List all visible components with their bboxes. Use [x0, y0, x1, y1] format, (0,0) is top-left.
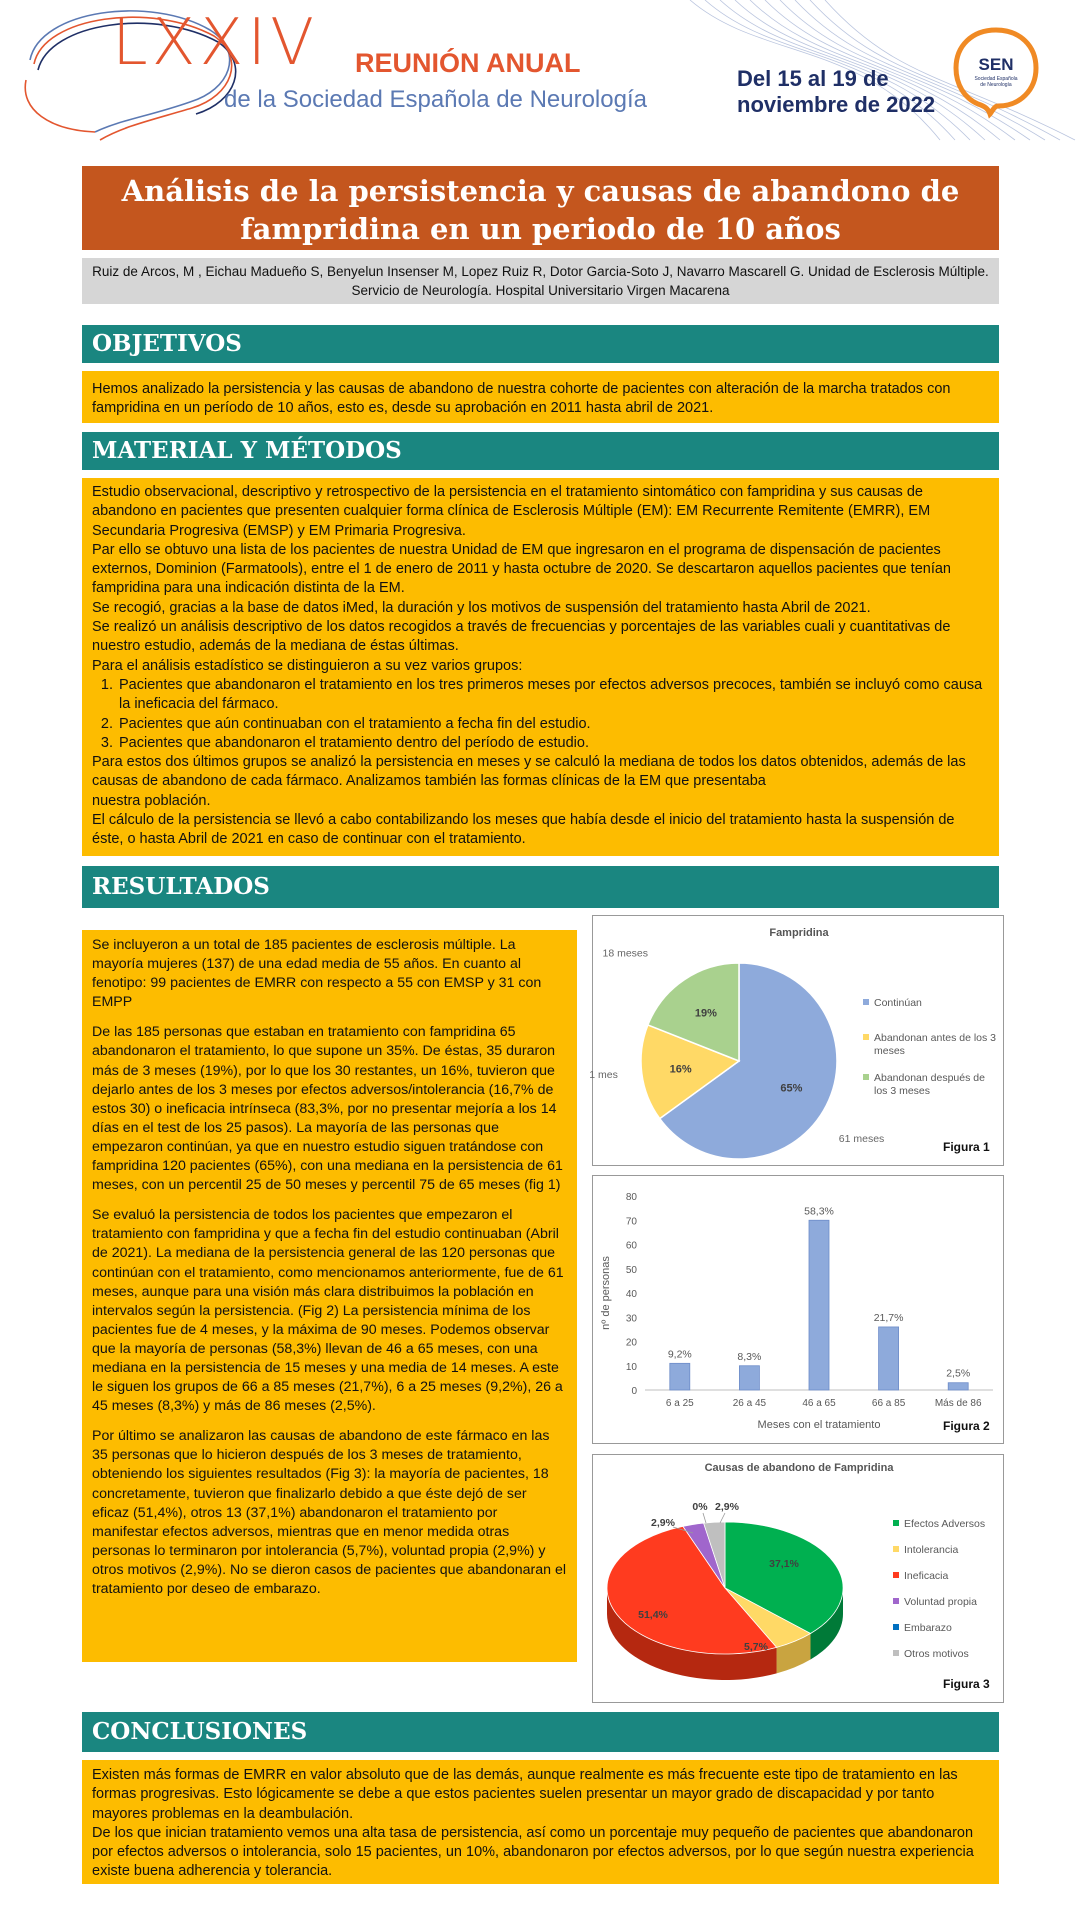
section-header-resultados: RESULTADOS [82, 866, 999, 908]
metodos-p6a: Para estos dos últimos grupos se analizó la persistencia en meses y se calculó la mediana de todos los datos obtenidos, además de las causas de abandono de cada fármaco. Analizamos también las formas clínicas de la EM que presentaba [92, 754, 966, 790]
sen-logo-line1: Sociedad Española [974, 76, 1018, 82]
y-tick-label: 10 [625, 1361, 637, 1373]
legend-label: Continúan [874, 997, 922, 1009]
y-tick-label: 0 [631, 1386, 637, 1397]
legend-swatch [863, 1034, 869, 1040]
x-tick-label: 66 a 85 [871, 1398, 906, 1409]
figure-2-bar-chart [592, 1175, 1004, 1444]
figure-1-pie-chart [589, 915, 1004, 1166]
legend-swatch [863, 1074, 869, 1080]
chart-title: Causas de abandono de Fampridina [704, 1462, 894, 1474]
objetivos-paragraph: Hemos analizado la persistencia y las causas de abandono de nuestra cohorte de pacientes con alteración de la marcha tratados con fampridina en un período de 10 años, esto es, desde su aprobación en 2011 hasta abril de 2021. [92, 381, 951, 417]
objetivos-text [82, 371, 999, 423]
figure-label: Figura 2 [943, 1419, 990, 1433]
data-label: 65% [780, 1082, 803, 1095]
x-tick-label: 6 a 25 [665, 1398, 694, 1409]
conference-number: LXXIV [112, 6, 318, 80]
data-label: 2,9% [651, 1517, 675, 1529]
sen-logo-text: SEN [978, 55, 1014, 74]
bar [879, 1327, 899, 1390]
y-tick-label: 30 [625, 1313, 637, 1325]
conclusiones-p2: De los que inician tratamiento vemos una alta tasa de persistencia, así como un porcentaje muy pequeño de pacientes que abandonaron por efectos adversos o intolerancia, solo 15 pacientes, un 10%, abandonaron por efectos adversos, por lo que según nuestra experiencia existe buena adherencia y tolerancia. [92, 1824, 974, 1880]
legend-swatch [863, 999, 869, 1005]
data-label: 37,1% [769, 1558, 799, 1570]
resultados-p2: De las 185 personas que estaban en tratamiento con fampridina 65 abandonaron el tratamiento, lo que supone un 35%. De éstas, 35 duraron más de 3 meses (19%), por lo que los 30 restantes, un 16%, tuvieron que dejarlo antes de los 3 meses por efectos adversos/intolerancia (16,7% de estos 30) o ineficacia intrínseca (83,3%, por no presentar mejoría a los 14 días en el test de los 25 pasos). La mayoría de las personas que empezaron continúan, ya que en nuestro estudio siguen tratándose con fampridina 120 pacientes (65%), con una mediana en la persistencia de 61 meses, con un percentil 25 de 50 meses y percentil 75 de 65 meses (fig 1) [92, 1024, 563, 1194]
y-tick-label: 40 [625, 1289, 637, 1300]
figure-label: Figura 3 [943, 1677, 990, 1691]
y-tick-label: 80 [625, 1192, 637, 1203]
metodos-p6b: nuestra población. [92, 792, 211, 809]
data-label: 8,3% [737, 1350, 762, 1363]
x-tick-label: 26 a 45 [732, 1398, 767, 1409]
figure-3-pie-chart [592, 1454, 1004, 1703]
legend-label: Otros motivos [904, 1648, 969, 1660]
bar [809, 1220, 829, 1390]
authors-line-1: Ruiz de Arcos, M , Eichau Madueño S, Benyelun Insenser M, Lopez Ruiz R, Dotor Garcia-Soto J, Navarro Mascarell G. Unidad de Esclerosis Múltiple. [92, 264, 989, 279]
data-label: 0% [692, 1501, 708, 1513]
resultados-p4: Por último se analizaron las causas de abandono de este fármaco en las 35 personas que lo hicieron después de los 3 meses de tratamiento, obteniendo los siguientes resultados (Fig 3): la mayoría de pacientes, 18 concretamente, tuvieron que finalizarlo debido a que éste dejó de ser eficaz (51,4%), otros 13 (37,1%) abandonaron el tratamiento por manifestar efectos adversos, mientras que en menor medida otras personas lo terminaron por intolerancia (5,7%), voluntad propia (2,9%) y otros motivos (2,9%). No se dieron casos de pacientes que abandonaran el tratamiento por deseo de embarazo. [92, 1428, 566, 1597]
sen-logo [950, 24, 1042, 116]
data-label: 19% [694, 1007, 717, 1020]
x-tick-label: Más de 86 [934, 1398, 982, 1409]
data-label: 9,2% [667, 1348, 692, 1361]
metodos-p4: Se realizó un análisis descriptivo de los datos recogidos a través de frecuencias y porcentajes de las variables cuali y cuantitativas de nuestro estudio, además de la mediana de éstas últimas. [92, 619, 951, 655]
metodos-p3: Se recogió, gracias a la base de datos iMed, la duración y los motivos de suspensión del tratamiento hasta Abril de 2021. [92, 599, 871, 616]
y-tick-label: 60 [625, 1240, 637, 1252]
leader-line [703, 1513, 706, 1523]
resultados-text [82, 930, 577, 1662]
chart-title: Fampridina [769, 927, 829, 939]
resultados-p3: Se evaluó la persistencia de todos los pacientes que empezaron el tratamiento con fampridina y que a fecha fin del estudio continuaban (Abril de 2021). La mediana de la persistencia general de las 120 personas que continúan con el tratamiento, como mencionamos anteriormente, fue de 61 meses, aunque para una visión más clara distribuimos la población en intervalos según la persistencia. (Fig 2) La persistencia mínima de los pacientes fue de 4 meses, y la máxima de 90 meses. Podemos observar que la mayoría de personas (58,3%) llevan de 46 a 65 meses, con una mediana en la persistencia de 15 meses y una media de 14 meses. A este le siguen los grupos de 66 a 85 meses (21,7%), 6 a 25 meses (9,2%), 26 a 45 meses (8,3%) y más de 86 meses (2,5%). [92, 1207, 564, 1415]
list-item: 3. Pacientes que abandonaron el tratamiento dentro del período de estudio. [117, 734, 989, 753]
bar [670, 1363, 690, 1390]
section-header-objetivos: OBJETIVOS [82, 325, 999, 363]
y-tick-label: 70 [625, 1216, 637, 1228]
bar [948, 1383, 968, 1390]
metodos-text [82, 478, 999, 856]
conference-dates: Del 15 al 19 de noviembre de 2022 [737, 66, 936, 117]
metodos-p7: El cálculo de la persistencia se llevó a cabo contabilizando los meses que había desde el inicio del tratamiento hasta la suspensión de éste, o hasta Abril de 2021 en caso de continuar con el tratamiento. [92, 812, 955, 848]
data-label: 16% [669, 1063, 692, 1076]
persistencia-bar-chart [593, 1176, 1005, 1445]
x-axis-label: Meses con el tratamiento [757, 1419, 881, 1431]
causas-abandono-pie [593, 1455, 1005, 1704]
legend-swatch [893, 1650, 899, 1656]
y-tick-label: 20 [625, 1337, 637, 1349]
sen-logo-line2: de Neurología [980, 82, 1012, 88]
legend-swatch [893, 1624, 899, 1630]
data-label: 5,7% [744, 1641, 768, 1653]
y-tick-label: 50 [625, 1264, 637, 1276]
legend-swatch [893, 1598, 899, 1604]
legend-label: Abandonan antes de los 3 meses [874, 1032, 997, 1057]
x-tick-label: 46 a 65 [802, 1398, 836, 1409]
metodos-p1: Estudio observacional, descriptivo y retrospectivo de la persistencia en el tratamiento sintomático con fampridina y sus causas de abandono en pacientes que presenten cualquier forma clínica de Esclerosis Múltiple (EM): EM Recurrente Remitente (EMRR), EM Secundaria Progresiva (EMSP) y EM Primaria Progresiva. [92, 484, 931, 539]
outer-label: 61 meses [838, 1132, 885, 1145]
outer-label: 18 meses [602, 947, 649, 960]
society-name: de la Sociedad Española de Neurología [224, 86, 647, 113]
bar [739, 1366, 759, 1390]
legend-label: Voluntad propia [904, 1596, 977, 1608]
list-item: 1. Pacientes que abandonaron el tratamiento en los tres primeros meses por efectos adversos precoces, también se incluyó como causa la ineficacia del fármaco. [117, 676, 989, 715]
legend-label: Embarazo [904, 1622, 952, 1634]
data-label: 2,5% [946, 1367, 971, 1380]
legend-label: Abandonan después de los 3 meses [874, 1072, 985, 1097]
legend-swatch [893, 1520, 899, 1526]
figure-label: Figura 1 [943, 1140, 990, 1154]
data-label: 58,3% [804, 1205, 834, 1218]
legend-label: Ineficacia [904, 1570, 949, 1582]
authors-line-2: Servicio de Neurología. Hospital Universitario Virgen Macarena [351, 283, 730, 298]
conference-subtitle: REUNIÓN ANUAL [355, 48, 581, 78]
metodos-groups-list [92, 676, 989, 753]
data-label: 51,4% [638, 1609, 668, 1621]
conclusiones-text [82, 1760, 999, 1884]
legend-label: Intolerancia [904, 1544, 959, 1556]
leader-line [720, 1513, 725, 1523]
poster-title: Análisis de la persistencia y causas de abandono de fampridina en un periodo de 10 años [82, 166, 999, 250]
fampridina-pie [589, 916, 1005, 1167]
y-axis-label: nº de personas [600, 1256, 612, 1330]
legend-label: Efectos Adversos [904, 1518, 986, 1530]
conference-header [0, 0, 1081, 150]
section-header-metodos: MATERIAL Y MÉTODOS [82, 432, 999, 470]
data-label: 2,9% [715, 1501, 739, 1513]
resultados-p1: Se incluyeron a un total de 185 pacientes de esclerosis múltiple. La mayoría mujeres (137) de una edad media de 55 años. En cuanto al fenotipo: 99 pacientes de EMRR con respecto a 55 con EMSP y 31 con EMPP [92, 937, 542, 1011]
metodos-p2: Par ello se obtuvo una lista de los pacientes de nuestra Unidad de EM que ingresaron en el programa de dispensación de pacientes externos, Dominion (Farmatools), entre el 1 de enero de 2011 y hasta octubre de 2020. Se descartaron aquellos pacientes que tenían fampridina para una indicación distinta de la EM. [92, 541, 951, 597]
authors [82, 258, 999, 304]
section-header-conclusiones: CONCLUSIONES [82, 1712, 999, 1752]
metodos-p5: Para el análisis estadístico se distinguieron a su vez varios grupos: [92, 657, 523, 674]
legend-swatch [893, 1546, 899, 1552]
list-item: 2. Pacientes que aún continuaban con el tratamiento a fecha fin del estudio. [117, 715, 989, 734]
outer-label: 1 mes [589, 1069, 618, 1082]
legend-swatch [893, 1572, 899, 1578]
conclusiones-p1: Existen más formas de EMRR en valor absoluto que de las demás, aunque realmente es más frecuente este tipo de tratamiento en las formas progresivas. Esto lógicamente se debe a que estos pacientes suelen presentar un mayor grado de discapacidad y por tanto mayores problemas en la deambulación. [92, 1767, 958, 1822]
data-label: 21,7% [873, 1311, 904, 1324]
